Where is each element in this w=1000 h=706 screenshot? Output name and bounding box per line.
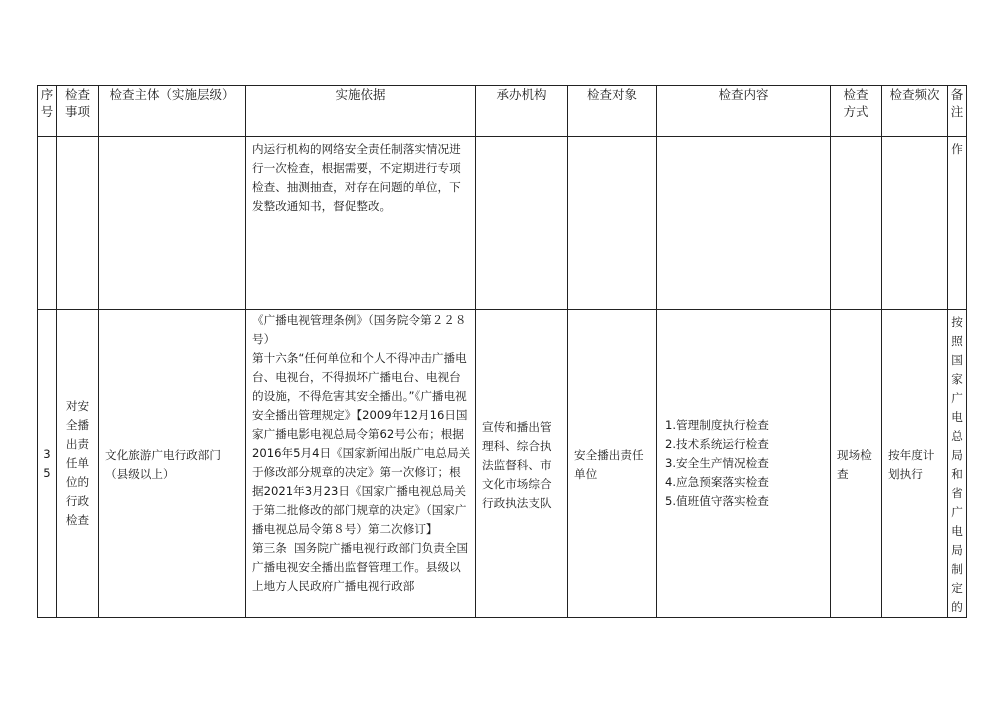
header-remark: 备 注 <box>948 86 967 137</box>
table-header-row <box>38 86 967 137</box>
cell-freq <box>882 137 948 310</box>
cell-subject <box>99 137 246 310</box>
cell-target <box>568 137 657 310</box>
cell-item: 对安 全播 出责 任单 位的 行政 检查 <box>57 310 99 618</box>
cell-content: 1.管理制度执行检查 2.技术系统运行检查 3.安全生产情况检查 4.应急预案落实检查 5.值班值守落实检查 <box>657 310 831 618</box>
cell-org <box>476 137 568 310</box>
cell-freq: 按年度计划执行 <box>882 310 948 618</box>
cell-method <box>831 137 882 310</box>
header-no: 序 号 <box>38 86 57 137</box>
header-subject: 检查主体（实施层级） <box>99 86 246 137</box>
cell-target: 安全播出责任单位 <box>568 310 657 618</box>
cell-content <box>657 137 831 310</box>
table-row <box>38 310 967 618</box>
cell-subject: 文化旅游广电行政部门（县级以上） <box>99 310 246 618</box>
header-target: 检查对象 <box>568 86 657 137</box>
header-freq: 检查频次 <box>882 86 948 137</box>
cell-remark: 作 <box>948 137 967 310</box>
header-item: 检查 事项 <box>57 86 99 137</box>
cell-remark: 按 照 国 家 广 电 总 局 和 省 广 电 局 制 定 的 <box>948 310 967 618</box>
header-org: 承办机构 <box>476 86 568 137</box>
cell-org: 宣传和播出管理科、综合执法监督科、市文化市场综合行政执法支队 <box>476 310 568 618</box>
cell-basis: 内运行机构的网络安全责任制落实情况进行一次检查，根据需要，不定期进行专项检查、抽测抽查，对存在问题的单位，下发整改通知书，督促整改。 <box>246 137 476 310</box>
header-method: 检查 方式 <box>831 86 882 137</box>
cell-no <box>38 137 57 310</box>
cell-basis: 《广播电视管理条例》（国务院令第２２８号） 第十六条“任何单位和个人不得冲击广播电台、电视台，不得损坏广播电台、电视台的设施，不得危害其安全播出。”《广播电视安全播出管理规定》【2009年12月16日国家广播电影电视总局令第62号公布；根据2016年5月4日《国家新闻出版广电总局关于修改部分规章的决定》第一次修订；根据2021年3月23日《国家广播电视总局关于第二批修改的部门规章的决定》（国家广播电视总局令第８号）第二次修订】 第三条 国务院广播电视行政部门负责全国广播电视安全播出监督管理工作。县级以上地方人民政府广播电视行政部 <box>246 310 476 618</box>
cell-item <box>57 137 99 310</box>
cell-no: 3 5 <box>38 310 57 618</box>
header-content: 检查内容 <box>657 86 831 137</box>
header-basis: 实施依据 <box>246 86 476 137</box>
inspection-table <box>37 85 967 618</box>
cell-method: 现场检查 <box>831 310 882 618</box>
table-row <box>38 137 967 310</box>
